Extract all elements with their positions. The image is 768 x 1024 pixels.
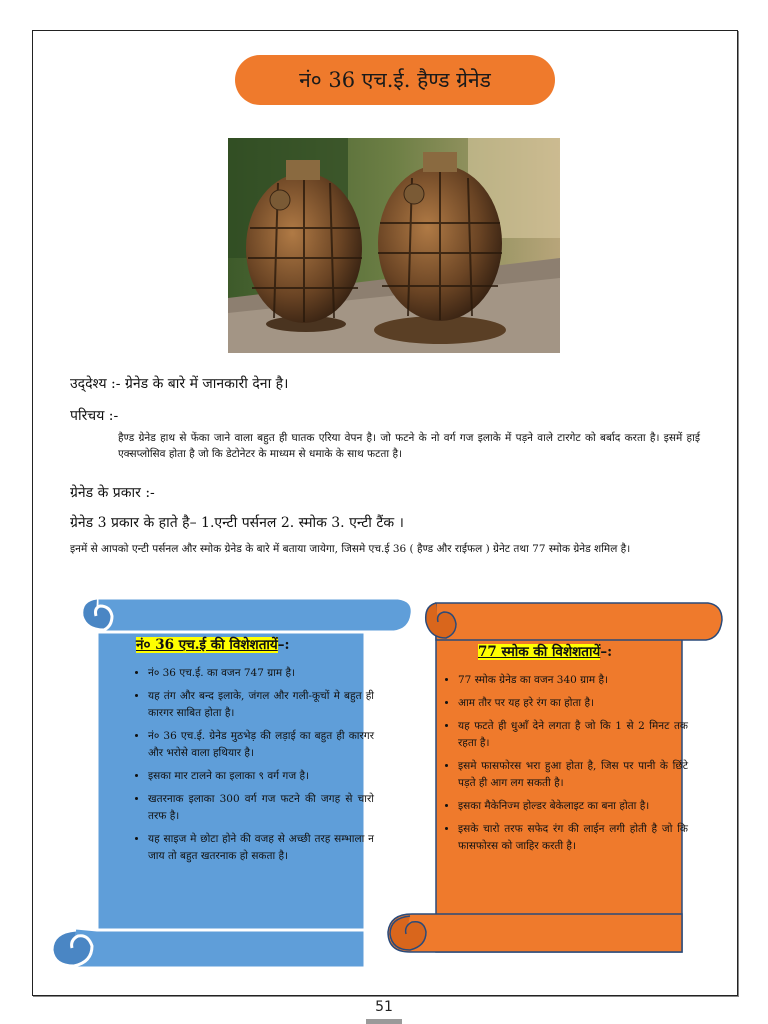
- list-item: • 77 स्मोक ग्रेनेड का वजन 340 ग्राम है।: [458, 672, 688, 689]
- page-title-text: नं० 36 एच.ई. हैण्ड ग्रेनेड: [299, 68, 491, 92]
- right-panel-title: [478, 642, 612, 660]
- list-item: • यह तंग और बन्द इलाके, जंगल और गली-कूचों मे बहुत ही कारगर साबित होता है।: [148, 688, 374, 722]
- introduction-text: हैण्ड ग्रेनेड हाथ से फेंका जाने वाला बहुत ही घातक एरिया वेपन है। जो फटने के नो वर्ग गज इलाके में पड़ने वाले टारगेट को बर्बाद करता है। इसमें हाई एक्सप्लोसिव होता है जो कि डेटोनेटर के माध्यम से धमाके के साथ फटता है।: [118, 432, 700, 460]
- list-item: • खतरनाक इलाका 300 वर्ग गज फटने की जगह से चारो तरफ है।: [148, 791, 374, 825]
- left-panel-title-text: नं० 36 एच.ई की विशेशतायें: [136, 637, 278, 653]
- list-item: • आम तौर पर यह हरे रंग का होता है।: [458, 695, 688, 712]
- left-panel-title: [136, 635, 289, 653]
- explanation-text: इनमें से आपको एन्टी पर्सनल और स्मोक ग्रेनेड के बारे में बताया जायेगा, जिसमे एच.ई 36 ( हैण्ड और राईफल ) ग्रेनेट तथा 77 स्मोक ग्रेनेड शमिल है।: [70, 543, 631, 555]
- list-item: • इसमे फासफोरस भरा हुआ होता है, जिस पर पानी के छिंटे पड़ते ही आग लग सकती है।: [458, 758, 688, 792]
- types-heading: ग्रेनेड के प्रकार :-: [70, 485, 155, 501]
- introduction-label-text: परिचय :-: [70, 408, 119, 424]
- list-item: • इसके चारो तरफ सफेद रंग की लाईन लगी होती है जो कि फासफोरस को जाहिर करती है।: [458, 821, 688, 855]
- list-item: • यह फटते ही धुआँ देने लगता है जो कि 1 से 2 मिनट तक रहता है।: [458, 718, 688, 752]
- left-panel-list: [130, 665, 374, 871]
- list-item: • इसका मैकेनिज्म होल्डर बेकेलाइट का बना होता है।: [458, 798, 688, 815]
- list-item: • इसका मार टालने का इलाका ९ वर्ग गज है।: [148, 768, 374, 785]
- left-panel-title-suffix: –:: [277, 637, 290, 653]
- page-number-bar: [366, 1019, 402, 1024]
- list-item: • यह साइज मे छोटा होने की वजह से अच्छी तरह सम्भाला न जाय तो बहुत खतरनाक हो सकता है।: [148, 831, 374, 865]
- right-panel-title-text: 77 स्मोक की विशेशतायें: [478, 644, 601, 660]
- list-item: • नं० 36 एच.ई. ग्रेनेड मुठभेड़ की लड़ाई का बहुत ही कारगर और भरोसे वाला हथियार है।: [148, 728, 374, 762]
- objective-label: उद्‌देश्य :-: [70, 376, 121, 392]
- objective-text: ग्रेनेड के बारे में जानकारी देना है।: [124, 376, 289, 392]
- right-panel-title-suffix: –:: [600, 644, 613, 660]
- list-item: • नं० 36 एच.ई. का वजन 747 ग्राम है।: [148, 665, 374, 682]
- page-number: 51: [375, 999, 393, 1015]
- types-text: ग्रेनेड 3 प्रकार के हाते है– 1.एन्टी पर्सनल 2. स्मोक 3. एन्टी टैंक ।: [70, 515, 404, 531]
- right-panel-list: [440, 672, 688, 861]
